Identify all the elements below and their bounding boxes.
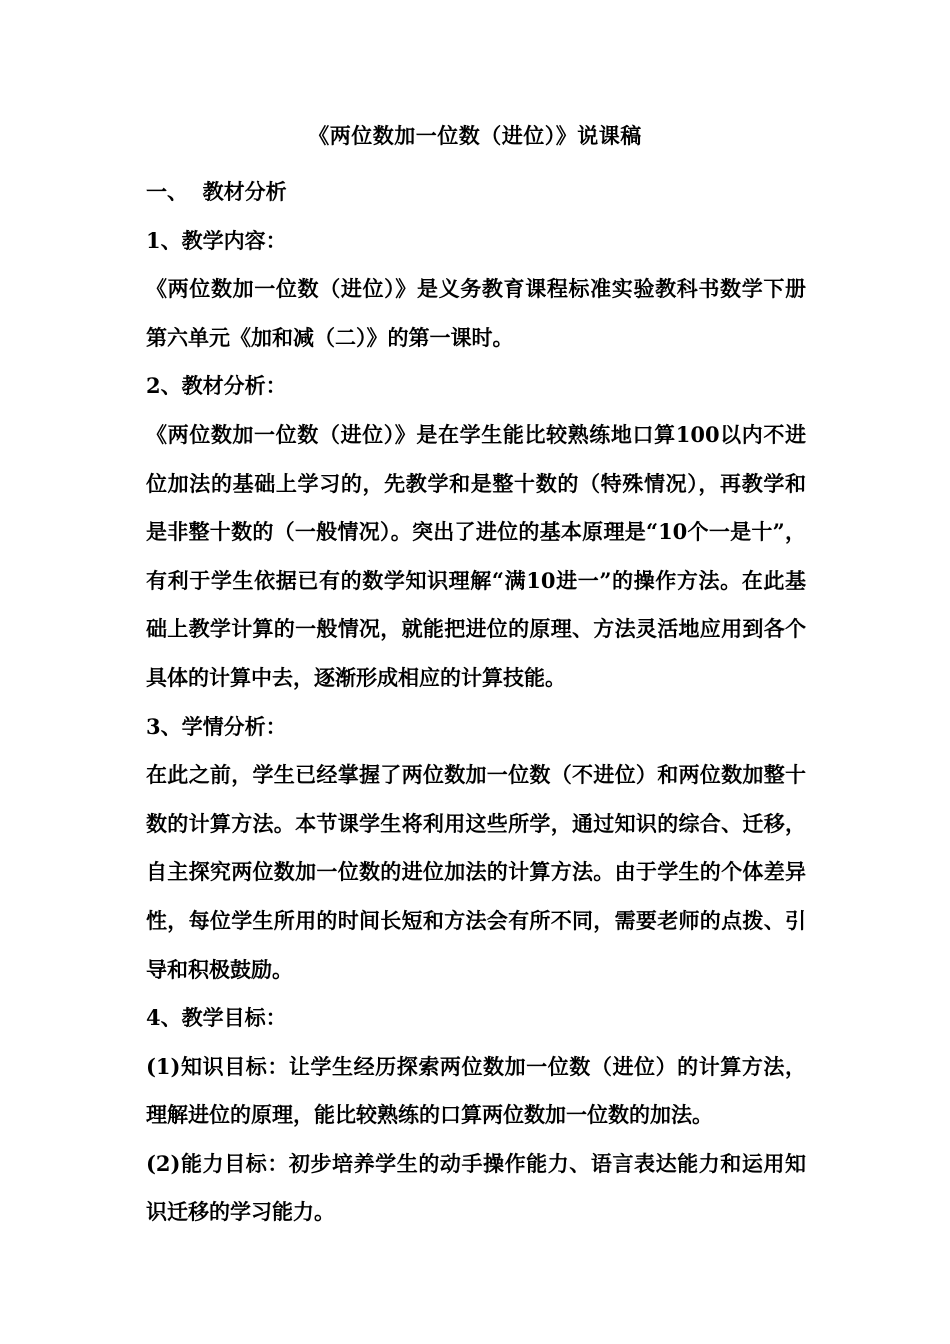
paragraph-teaching-content: 《两位数加一位数（进位）》是义务教育课程标准实验教科书数学下册第六单元《加和减（二）》的第一课时。 [146,276,806,350]
paragraph-ability-goal: (2)能力目标：初步培养学生的动手操作能力、语言表达能力和运用知识迁移的学习能力。 [146,1150,806,1225]
subheading-teaching-goals: 4、教学目标： [146,1005,287,1031]
paragraph-student-analysis: 在此之前，学生已经掌握了两位数加一位数（不进位）和两位数加整十数的计算方法。本节课学生将利用这些所学，通过知识的综合、迁移，自主探究两位数加一位数的进位加法的计算方法。由于学生的个体差异性，每位学生所用的时间长短和方法会有所不同，需要老师的点拨、引导和积极鼓励。 [146,762,806,982]
subheading-teaching-content: 1、教学内容： [146,227,287,253]
document-title: 《两位数加一位数（进位）》说课稿 [308,123,642,148]
subheading-material-analysis: 2、教材分析： [146,373,287,399]
paragraph-knowledge-goal: (1)知识目标：让学生经历探索两位数加一位数（进位）的计算方法，理解进位的原理，能比较熟练的口算两位数加一位数的加法。 [146,1053,806,1128]
document-body [146,168,806,1237]
paragraph-material-analysis: 《两位数加一位数（进位）》是在学生能比较熟练地口算100以内不进位加法的基础上学习的，先教学和是整十数的（特殊情况），再教学和是非整十数的（一般情况）。突出了进位的基本原理是“10个一是十”，有利于学生依据已有的数学知识理解“满10进一”的操作方法。在此基础上教学计算的一般情况，就能把进位的原理、方法灵活地应用到各个具体的计算中去，逐渐形成相应的计算技能。 [146,421,806,690]
subheading-student-analysis: 3、学情分析： [146,713,287,739]
section-heading-material-analysis: 一、 教材分析 [146,179,287,204]
